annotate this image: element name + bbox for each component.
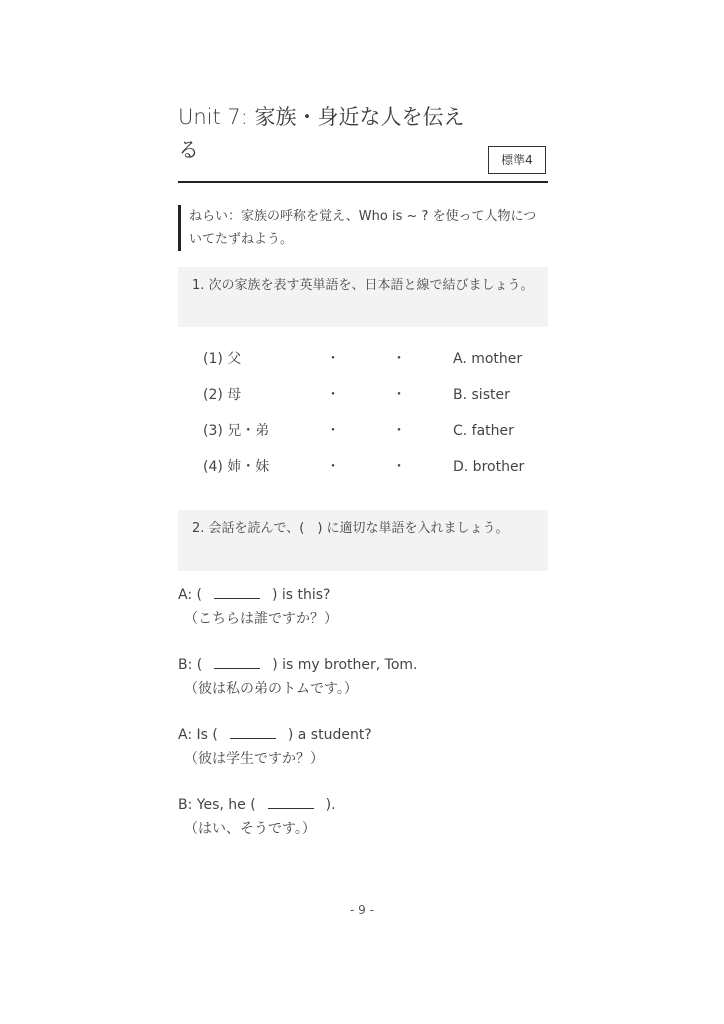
answer-blank[interactable] <box>214 654 260 669</box>
page-number: - 9 - <box>350 903 374 917</box>
match-dot-left[interactable]: ・ <box>326 351 340 367</box>
dialog-translation: （はい、そうです。） <box>184 821 316 837</box>
question-1-header: 1. 次の家族を表す英単語を、日本語と線で結びましょう。 <box>178 267 548 327</box>
match-left-term: (1) 父 <box>203 351 242 367</box>
match-right-term: B. sister <box>453 387 510 403</box>
dialog-line <box>178 653 548 701</box>
match-row <box>178 419 548 443</box>
match-left-term: (2) 母 <box>203 387 242 403</box>
dialog-line <box>178 583 548 631</box>
match-dot-left[interactable]: ・ <box>326 459 340 475</box>
dialog-text-before: A: ( <box>178 587 202 603</box>
match-left-term: (4) 姉・妹 <box>203 459 270 475</box>
dialog-text-before: B: ( <box>178 657 203 673</box>
answer-blank[interactable] <box>268 794 314 809</box>
match-row <box>178 347 548 371</box>
match-dot-right[interactable]: ・ <box>392 459 406 475</box>
answer-blank[interactable] <box>230 724 276 739</box>
dialog-translation: （こちらは誰ですか？） <box>184 611 338 627</box>
question-2-header: 2. 会話を読んで、( ) に適切な単語を入れましょう。 <box>178 510 548 571</box>
dialog-text-after: ) is this? <box>271 587 331 603</box>
aim-box <box>178 205 548 251</box>
match-dot-right[interactable]: ・ <box>392 351 406 367</box>
match-left-term: (3) 兄・弟 <box>203 423 270 439</box>
dialog-translation: （彼は私の弟のトムです。） <box>184 681 358 697</box>
page-title: Unit 7: 家族・身近な人を伝える <box>178 105 465 162</box>
match-row <box>178 383 548 407</box>
match-right-term: C. father <box>453 423 514 439</box>
aim-text: ねらい：家族の呼称を覚え、Who is ~ ? を使って人物についてたずねよう。 <box>189 209 537 247</box>
dialog-translation: （彼は学生ですか？） <box>184 751 324 767</box>
dialog-text-before: A: Is ( <box>178 727 218 743</box>
match-dot-left[interactable]: ・ <box>326 423 340 439</box>
match-dot-right[interactable]: ・ <box>392 423 406 439</box>
level-badge: 標準4 <box>488 146 546 174</box>
dialog-text-after: ) is my brother, Tom. <box>272 657 418 673</box>
dialog-text-before: B: Yes, he ( <box>178 797 256 813</box>
answer-blank[interactable] <box>214 584 260 599</box>
match-row <box>178 455 548 479</box>
match-dot-left[interactable]: ・ <box>326 387 340 403</box>
match-right-term: D. brother <box>453 459 525 475</box>
dialog-line <box>178 793 548 841</box>
aim-accent-bar <box>178 205 181 251</box>
dialog-text-after: ). <box>325 797 336 813</box>
dialog-text-after: ) a student? <box>287 727 372 743</box>
match-dot-right[interactable]: ・ <box>392 387 406 403</box>
title-divider <box>178 181 548 183</box>
dialog-line <box>178 723 548 771</box>
match-right-term: A. mother <box>453 351 523 367</box>
